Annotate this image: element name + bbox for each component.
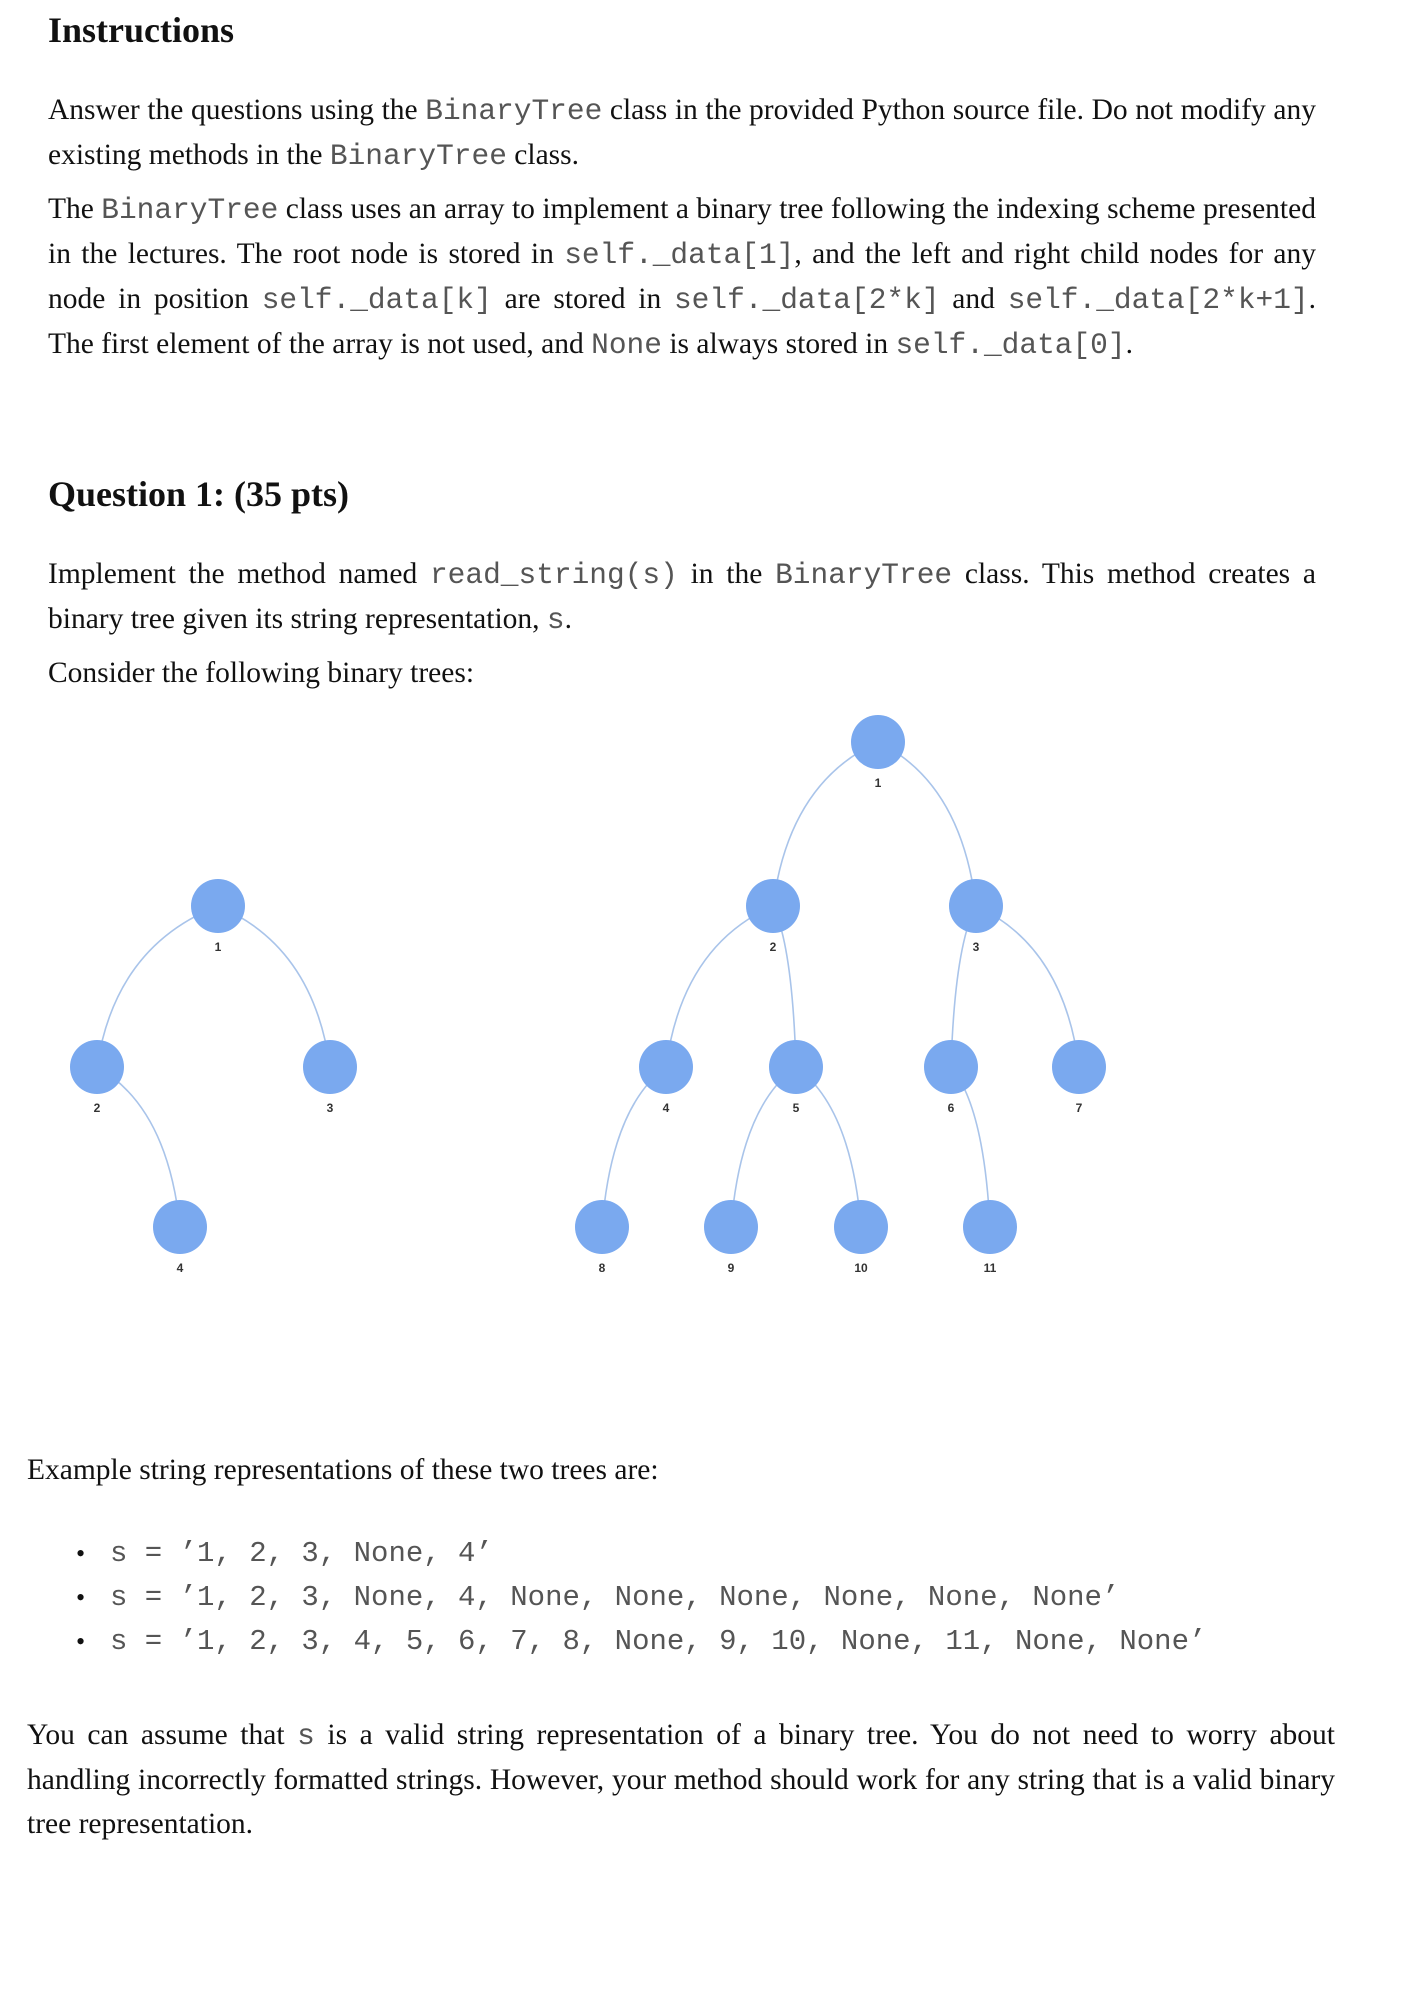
binary-tree-1 [70,879,357,1275]
bullet-icon: • [76,1539,86,1568]
examples-intro-text [27,1448,1327,1492]
instructions-heading: Instructions [48,10,235,50]
closing-paragraph [27,1713,1335,1846]
binary-tree-2 [575,715,1106,1275]
tree-node-label: 1 [874,776,882,790]
tree-edge [666,906,773,1067]
text-run: Implement the method named [48,558,430,590]
tree-node-label: 5 [792,1101,800,1115]
inline-code: BinaryTree [329,139,507,173]
tree-node [153,1200,207,1254]
tree-node-label: 9 [727,1261,735,1275]
tree-edge [218,906,330,1067]
instructions-paragraph-1 [48,88,1316,178]
tree-node-label: 4 [176,1261,184,1275]
example-string-item [76,1532,1206,1576]
text-run: class uses an array to implement a binary tree following the indexing scheme presented in the lectures. The root node is stored in [48,193,1316,270]
example-string: s = ’1, 2, 3, None, 4’ [110,1537,493,1570]
inline-code: s [297,1719,315,1753]
example-strings-list [76,1532,1206,1664]
tree-node [70,1040,124,1094]
tree-edge [97,906,218,1067]
bullet-icon: • [76,1627,86,1656]
tree-node-label: 2 [769,940,777,954]
tree-node [834,1200,888,1254]
tree-edge [773,742,878,906]
text-run: . The first element of the array is not used, and [48,283,1317,360]
text-run: in the [677,558,776,590]
tree-node-label: 2 [93,1101,101,1115]
example-string: s = ’1, 2, 3, 4, 5, 6, 7, 8, None, 9, 10, None, 11, None, None’ [110,1625,1207,1658]
tree-node [963,1200,1017,1254]
tree-node [303,1040,357,1094]
inline-code: self._data[k] [261,283,492,317]
tree-node-label: 4 [662,1101,670,1115]
tree-node [191,879,245,933]
text-run: class. [506,139,579,171]
tree-node-label: 11 [983,1261,997,1275]
tree-edge [97,1067,180,1227]
text-run: Consider the following binary trees: [48,657,475,689]
text-run: The [48,193,102,225]
trees-intro-text [48,651,1316,695]
text-run: . [1125,328,1133,360]
inline-code: BinaryTree [775,558,953,592]
tree-node [746,879,800,933]
instructions-paragraph-2 [48,187,1316,367]
tree-node [639,1040,693,1094]
inline-code: s [546,603,565,637]
text-run: class in the provided Python source file. Do not modify any existing methods in the [48,94,1316,171]
tree-node [575,1200,629,1254]
example-string: s = ’1, 2, 3, None, 4, None, None, None, None, None, None’ [110,1581,1120,1614]
tree-edge [878,742,976,906]
text-run: You can assume that [27,1719,298,1751]
tree-node [851,715,905,769]
inline-code: self._data[2*k+1] [1007,283,1309,317]
tree-node [1052,1040,1106,1094]
example-string-item [76,1620,1206,1664]
inline-code: BinaryTree [425,94,603,128]
tree-node [924,1040,978,1094]
tree-node [704,1200,758,1254]
inline-code: self._data[2*k] [673,283,940,317]
tree-edge [976,906,1079,1067]
inline-code: self._data[1] [564,238,795,272]
tree-node-label: 3 [326,1101,334,1115]
text-run: and [939,283,1008,315]
inline-code: self._data[0] [895,328,1126,362]
tree-node-label: 3 [972,940,980,954]
text-run: class. This method creates a binary tree given its string representation, [48,558,1316,635]
tree-node-label: 1 [214,940,222,954]
tree-node-label: 6 [947,1101,955,1115]
tree-node [949,879,1003,933]
text-run: Example string representations of these two trees are: [27,1454,659,1486]
inline-code: BinaryTree [101,193,279,227]
bullet-icon: • [76,1583,86,1612]
text-run: is a valid string representation of a binary tree. You do not need to worry about handling incorrectly formatted strings. However, your method should work for any string that is a valid binary tree representation. [27,1719,1335,1840]
text-run: Answer the questions using the [48,94,426,126]
tree-node-label: 10 [854,1261,868,1275]
tree-node-label: 8 [598,1261,606,1275]
text-run: is always stored in [661,328,896,360]
inline-code: None [591,328,662,362]
example-string-item [76,1576,1206,1620]
question-1-paragraph [48,552,1316,642]
text-run: , and the left and right child nodes for any node in position [48,238,1316,315]
text-run: . [564,603,572,635]
question-1-heading: Question 1: (35 pts) [48,474,350,514]
tree-node-label: 7 [1075,1101,1083,1115]
binary-trees-diagram [0,700,1414,1300]
tree-node [769,1040,823,1094]
inline-code: read_string(s) [429,558,678,592]
text-run: are stored in [491,283,674,315]
